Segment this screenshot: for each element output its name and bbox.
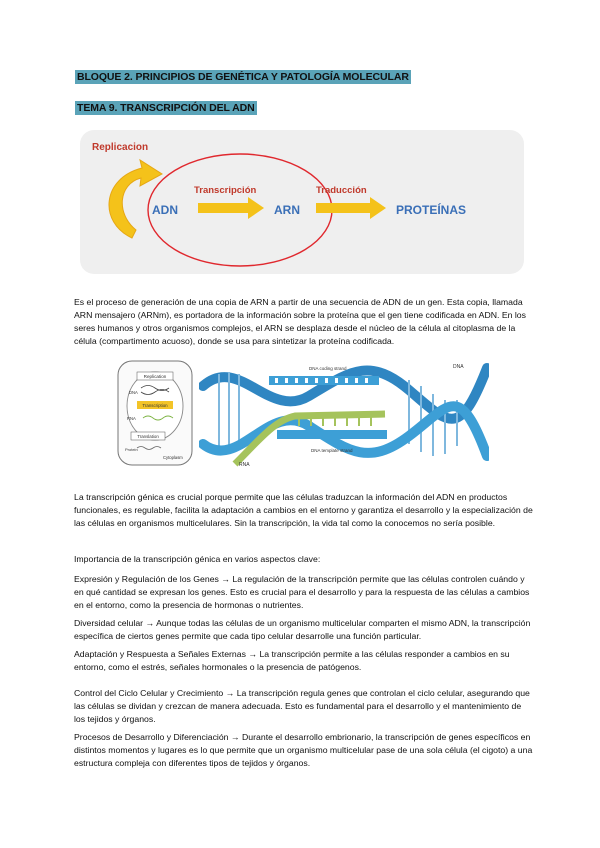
replication-text: Replication: [143, 374, 167, 379]
dna-label: DNA: [453, 364, 464, 370]
central-dogma-diagram: [80, 130, 524, 274]
protein-text: Protein: [125, 447, 138, 452]
replication-label: Replicacion: [92, 142, 149, 153]
aspect-cell-cycle: Control del Ciclo Celular y Crecimiento → La transcripción regula genes que controlan el ciclo celular, asegurando que las células se dividan y crezcan de manera adecuada. Esto es fundamental para el desarrollo y el mantenimiento de los tejidos y órganos.: [74, 688, 530, 724]
adn-label: ADN: [152, 203, 178, 217]
dna-transcription-helix: [199, 360, 489, 468]
aspect-development: Procesos de Desarrollo y Diferenciación → Durante el desarrollo embrionario, la transcripción de genes específicos en distintos momentos y lugares es lo que permite que un organismo multicelular pase de una sola célula (el cigoto) a una estructura compleja con diferentes tipos de tejidos y órganos.: [74, 732, 533, 768]
transcription-text: Transcription: [142, 403, 168, 408]
template-strand: [277, 430, 387, 439]
proteinas-label: PROTEÍNAS: [396, 203, 467, 217]
transcription-label: Transcripción: [194, 185, 257, 196]
topic-heading: TEMA 9. TRANSCRIPCIÓN DEL ADN: [77, 102, 255, 114]
arn-label: ARN: [274, 203, 300, 217]
cell-diagram: [117, 360, 193, 466]
key-aspects-intro: Importancia de la transcripción génica en varios aspectos clave:: [74, 554, 321, 564]
intro-paragraph: Es el proceso de generación de una copia de ARN a partir de una secuencia de ADN de un gen. Esta copia, llamada ARN mensajero (ARNm), es portadora de la información sobre la proteína que el gen tiene codificada en ADN. En los seres humanos y otros organismos complejos, el ARN se desplaza desde el núcleo de la célula al citoplasma de la célula (compartimento acuoso), donde se usa para sintetizar la proteína codificada.: [74, 297, 526, 346]
translation-label: Traducción: [316, 185, 367, 196]
cytoplasm-text: Cytoplasm: [163, 455, 183, 460]
dna-text: DNA: [129, 390, 138, 395]
aspect-cell-diversity: Diversidad celular → Aunque todas las células de un organismo multicelular comparten el mismo ADN, la transcripción específica de ciertos genes permite que cada tipo celular desarrolle una función particular.: [74, 618, 531, 641]
coding-strand-label: DNA coding strand: [309, 366, 347, 371]
rna-text: RNA: [127, 416, 136, 421]
aspect-gene-expression: Expresión y Regulación de los Genes → La regulación de la transcripción permite que las células controlen cuándo y en qué cantidad se expresan los genes. Esto es crucial para el desarrollo y para la respuesta de las células a cambios en el entorno, como la presencia de hormonas o nutrientes.: [74, 574, 530, 610]
aspect-adaptation: Adaptación y Respuesta a Señales Externas → La transcripción permite a las células responder a cambios en su entorno, como el estrés, señales hormonales o la presencia de patógenos.: [74, 649, 510, 672]
rna-label: RNA: [239, 462, 250, 468]
importance-paragraph: La transcripción génica es crucial porque permite que las células traduzcan la información del ADN en productos funcionales, es regulable, facilita la adaptación a cambios en el entorno y garantiza el desarrollo y la especialización de las células en organismos multicelulares. Sin la transcripción, la vida tal como la conocemos no sería posible.: [74, 492, 533, 528]
template-strand-label: DNA template strand: [311, 448, 353, 453]
translation-text: Translation: [137, 434, 159, 439]
block-heading: BLOQUE 2. PRINCIPIOS DE GENÉTICA Y PATOLOGÍA MOLECULAR: [77, 71, 409, 83]
